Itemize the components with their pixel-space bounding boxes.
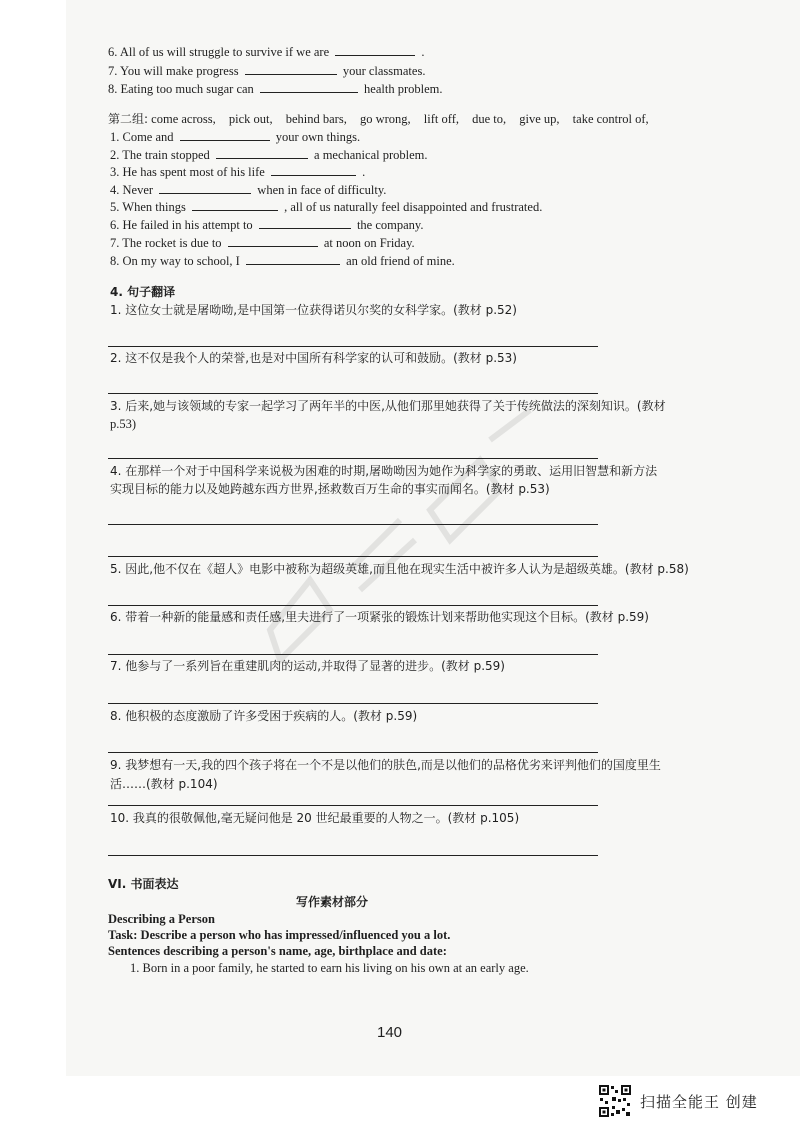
writing-item-1: 1. Born in a poor family, he started to earn his living on his own at an early age. xyxy=(130,961,529,975)
item-text-after: your own things. xyxy=(275,130,361,144)
phrase: due to, xyxy=(472,112,507,126)
answer-line[interactable] xyxy=(108,346,598,347)
phrase-bank xyxy=(108,111,659,127)
translation-heading: 4. 句子翻译 xyxy=(110,285,176,299)
item-text-after: a mechanical problem. xyxy=(314,148,428,162)
phrase: take control of, xyxy=(572,112,649,126)
answer-line[interactable] xyxy=(108,524,598,525)
translation-item-4-cont: 实现目标的能力以及她跨越东西方世界,拯救数百万生命的事实而闻名。(教材 p.53) xyxy=(110,482,550,496)
translation-item-3-cont: p.53) xyxy=(110,417,137,431)
answer-line[interactable] xyxy=(108,703,598,704)
translation-item-10: 10. 我真的很敬佩他,毫无疑问他是 20 世纪最重要的人物之一。(教材 p.105) xyxy=(110,811,520,825)
item-text-after: . xyxy=(362,165,366,179)
writing-subheading: 写作素材部分 xyxy=(296,895,369,909)
phrase: give up, xyxy=(519,112,560,126)
answer-blank[interactable] xyxy=(245,63,337,75)
answer-blank[interactable] xyxy=(159,182,251,194)
item-number: 6. xyxy=(108,45,118,59)
answer-blank[interactable] xyxy=(259,217,351,229)
group2-item-3 xyxy=(110,164,365,180)
fill-item-7 xyxy=(108,63,425,79)
item-text: He has spent most of his life xyxy=(122,165,265,179)
phrase: behind bars, xyxy=(285,112,347,126)
writing-heading: VI. 书面表达 xyxy=(108,877,179,891)
translation-item-1: 1. 这位女士就是屠呦呦,是中国第一位获得诺贝尔奖的女科学家。(教材 p.52) xyxy=(110,303,517,317)
item-text-after: when in face of difficulty. xyxy=(257,183,387,197)
item-text: Come and xyxy=(122,130,174,144)
item-text: When things xyxy=(122,200,186,214)
item-number: 2. xyxy=(110,148,120,162)
group2-item-5 xyxy=(110,199,542,215)
item-text: On my way to school, I xyxy=(122,254,240,268)
translation-item-3: 3. 后来,她与该领域的专家一起学习了两年半的中医,从他们那里她获得了关于传统做法的深刻知识。(教材 xyxy=(110,399,666,413)
item-text: All of us will struggle to survive if we are xyxy=(119,45,330,59)
item-text: Never xyxy=(122,183,154,197)
item-text: He failed in his attempt to xyxy=(122,218,253,232)
item-text-after: , all of us naturally feel disappointed and frustrated. xyxy=(284,200,543,214)
translation-item-2: 2. 这不仅是我个人的荣誉,也是对中国所有科学家的认可和鼓励。(教材 p.53) xyxy=(110,351,517,365)
item-number: 8. xyxy=(108,82,118,96)
page-number: 140 xyxy=(377,1024,403,1041)
item-text: The rocket is due to xyxy=(122,236,222,250)
translation-item-4: 4. 在那样一个对于中国科学来说极为困难的时期,屠呦呦因为她作为科学家的勇敢、运用旧智慧和新方法 xyxy=(110,464,658,478)
phrase: pick out, xyxy=(228,112,273,126)
phrase: lift off, xyxy=(423,112,459,126)
answer-line[interactable] xyxy=(108,654,598,655)
qr-code-icon xyxy=(598,1084,632,1118)
translation-item-6: 6. 带着一种新的能量感和责任感,里夫进行了一项紧张的锻炼计划来帮助他实现这个目标。(教材 p.59) xyxy=(110,610,649,624)
item-number: 7. xyxy=(110,236,120,250)
item-text: The train stopped xyxy=(122,148,210,162)
writing-topic: Describing a Person xyxy=(108,912,215,926)
group-label: 第二组: xyxy=(108,112,149,126)
item-text-after: your classmates. xyxy=(342,64,426,78)
group2-item-2 xyxy=(110,147,428,163)
translation-item-5: 5. 因此,他不仅在《超人》电影中被称为超级英雄,而且他在现实生活中被许多人认为是超级英雄。(教材 p.58) xyxy=(110,562,689,576)
group2-item-1 xyxy=(110,129,360,145)
fill-item-6 xyxy=(108,44,425,60)
writing-task: Task: Describe a person who has impressed/influenced you a lot. xyxy=(108,928,451,942)
translation-item-9-cont: 活……(教材 p.104) xyxy=(110,777,218,791)
answer-blank[interactable] xyxy=(228,235,318,247)
group2-item-4 xyxy=(110,182,386,198)
footer-text: 扫描全能王 创建 xyxy=(640,1092,758,1111)
translation-item-8: 8. 他积极的态度激励了许多受困于疾病的人。(教材 p.59) xyxy=(110,709,418,723)
answer-blank[interactable] xyxy=(271,164,356,176)
group2-item-8 xyxy=(110,253,455,269)
sentences-title: Sentences describing a person's name, age, birthplace and date: xyxy=(108,944,447,958)
answer-line[interactable] xyxy=(108,458,598,459)
translation-item-7: 7. 他参与了一系列旨在重建肌肉的运动,并取得了显著的进步。(教材 p.59) xyxy=(110,659,505,673)
item-number: 4. xyxy=(110,183,120,197)
item-text-after: . xyxy=(421,45,425,59)
answer-blank[interactable] xyxy=(246,253,340,265)
answer-blank[interactable] xyxy=(335,44,415,56)
answer-line[interactable] xyxy=(108,393,598,394)
answer-blank[interactable] xyxy=(192,199,278,211)
item-number: 1. xyxy=(110,130,120,144)
answer-blank[interactable] xyxy=(180,129,270,141)
item-number: 7. xyxy=(108,64,118,78)
item-number: 3. xyxy=(110,165,120,179)
item-number: 6. xyxy=(110,218,120,232)
answer-blank[interactable] xyxy=(260,81,358,93)
item-text-after: an old friend of mine. xyxy=(346,254,455,268)
group2-item-7 xyxy=(110,235,415,251)
item-text: Eating too much sugar can xyxy=(120,82,254,96)
fill-item-8 xyxy=(108,81,443,97)
item-text-after: health problem. xyxy=(364,82,443,96)
translation-item-9: 9. 我梦想有一天,我的四个孩子将在一个不是以他们的肤色,而是以他们的品格优劣来评判他们的国度里生 xyxy=(110,758,661,772)
answer-line[interactable] xyxy=(108,805,598,806)
phrase: come across, xyxy=(151,112,216,126)
answer-line[interactable] xyxy=(108,752,598,753)
group2-item-6 xyxy=(110,217,423,233)
answer-line[interactable] xyxy=(108,605,598,606)
item-number: 8. xyxy=(110,254,120,268)
item-text-after: the company. xyxy=(356,218,424,232)
item-text: You will make progress xyxy=(120,64,239,78)
item-number: 5. xyxy=(110,200,120,214)
answer-line[interactable] xyxy=(108,855,598,856)
item-text-after: at noon on Friday. xyxy=(323,236,415,250)
answer-blank[interactable] xyxy=(216,147,308,159)
phrase: go wrong, xyxy=(359,112,411,126)
answer-line[interactable] xyxy=(108,556,598,557)
scanner-footer xyxy=(598,1085,758,1117)
